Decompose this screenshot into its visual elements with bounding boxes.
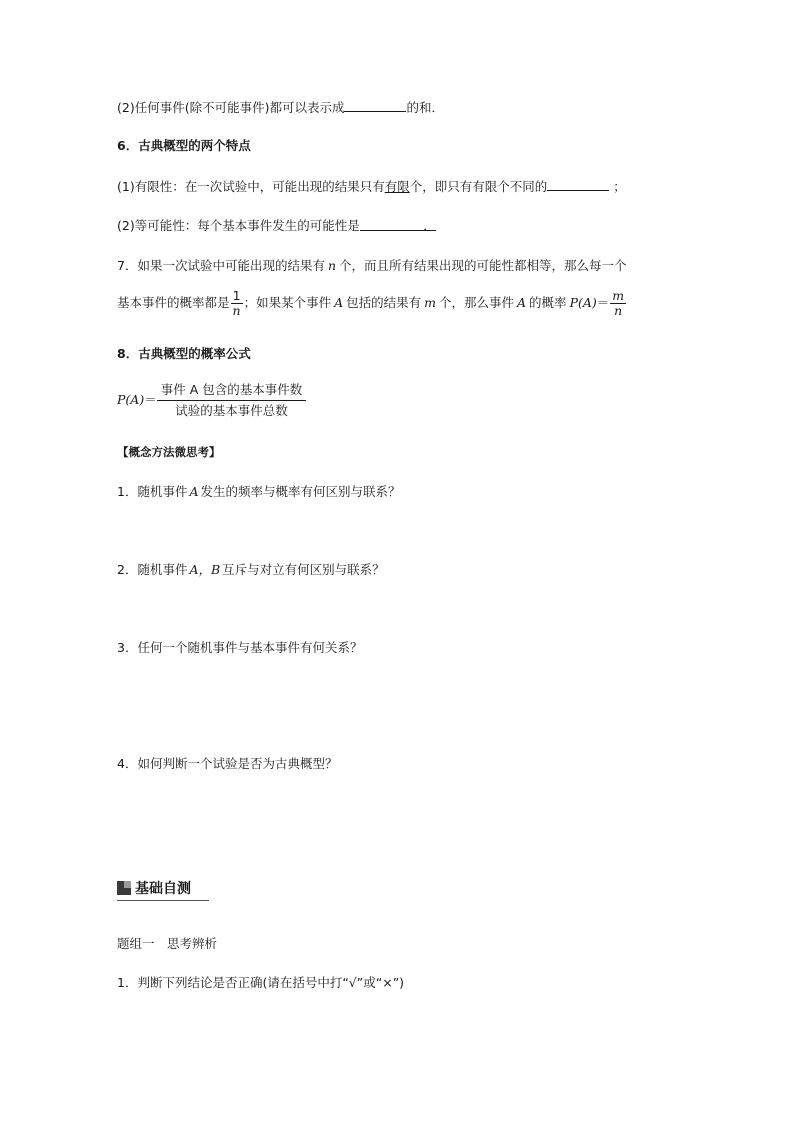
question-3: 3．任何一个随机事件与基本事件有何关系？ [117, 640, 363, 655]
section-title: 基础自测 [135, 881, 191, 897]
var-m: m [424, 295, 436, 310]
section-divider [117, 900, 209, 901]
text: 个，那么事件 [439, 295, 515, 310]
fraction-numerator: m [612, 288, 625, 303]
text: (2)任何事件(除不可能事件)都可以表示成 [117, 100, 345, 115]
text: ； [613, 179, 626, 194]
text: 包括的结果有 [346, 295, 422, 310]
question-2 [117, 561, 385, 579]
text: 个，而且所有结果出现的可能性都相等，那么每一个 [339, 258, 627, 273]
text: 基本事件的概率都是 [117, 295, 230, 310]
paragraph-7-line-1 [117, 257, 627, 275]
section-square-icon [117, 881, 131, 895]
line-finiteness [117, 177, 626, 196]
prob-PA: P(A) [569, 295, 597, 310]
formula-denominator: 试验的基本事件总数 [175, 403, 288, 418]
heading-8: 8．古典概型的概率公式 [117, 346, 251, 361]
var-n: n [327, 258, 337, 273]
text: ． [423, 218, 436, 233]
fraction-1-over-n [231, 289, 243, 318]
equals: ＝ [596, 295, 610, 310]
formula-fraction [157, 381, 307, 420]
group-1-heading: 题组一 思考辨析 [117, 936, 218, 951]
formula-numerator: 事件 A 包含的基本事件数 [157, 381, 307, 401]
equals: ＝ [144, 392, 157, 407]
fill-blank[interactable] [547, 177, 609, 191]
text: (1)有限性：在一次试验中，可能出现的结果只有 [117, 179, 385, 194]
var-A: A [189, 484, 199, 499]
var-A: A [517, 295, 527, 310]
formula-PA: P(A) [117, 392, 145, 407]
text: ；如果某个事件 [243, 295, 332, 310]
section-basic-self-test [117, 878, 191, 898]
text: (2)等可能性：每个基本事件发生的可能性是 [117, 218, 360, 233]
text: 2．随机事件 [117, 562, 188, 577]
text: 的和． [406, 100, 444, 115]
fraction-numerator: 1 [231, 289, 243, 304]
task-1: 1．判断下列结论是否正确(请在括号中打“√”或“×”) [117, 975, 405, 990]
fill-blank[interactable] [360, 217, 436, 231]
fraction-m-over-n [610, 289, 626, 318]
text: 7．如果一次试验中可能出现的结果有 [117, 258, 325, 273]
question-4: 4．如何判断一个试验是否为古典概型？ [117, 756, 338, 771]
var-AB: A，B [189, 562, 221, 577]
underlined-text: 有限 [384, 179, 410, 194]
line-equal-likelihood [117, 217, 436, 235]
paragraph-7-line-2 [117, 286, 627, 320]
fraction-denominator: n [232, 303, 241, 318]
text: 的概率 [529, 295, 567, 310]
text: 个，即只有有限个不同的 [409, 179, 548, 194]
heading-6: 6．古典概型的两个特点 [117, 138, 251, 153]
fill-blank[interactable] [344, 98, 406, 112]
var-A: A [334, 295, 344, 310]
question-1 [117, 483, 401, 501]
fraction-denominator: n [614, 303, 623, 318]
line-union-of-events [117, 98, 444, 117]
concept-heading: 【概念方法微思考】 [117, 445, 221, 459]
text: 1．随机事件 [117, 484, 188, 499]
text: 互斥与对立有何区别与联系？ [222, 562, 385, 577]
probability-formula [117, 380, 306, 420]
text: 发生的频率与概率有何区别与联系？ [200, 484, 401, 499]
